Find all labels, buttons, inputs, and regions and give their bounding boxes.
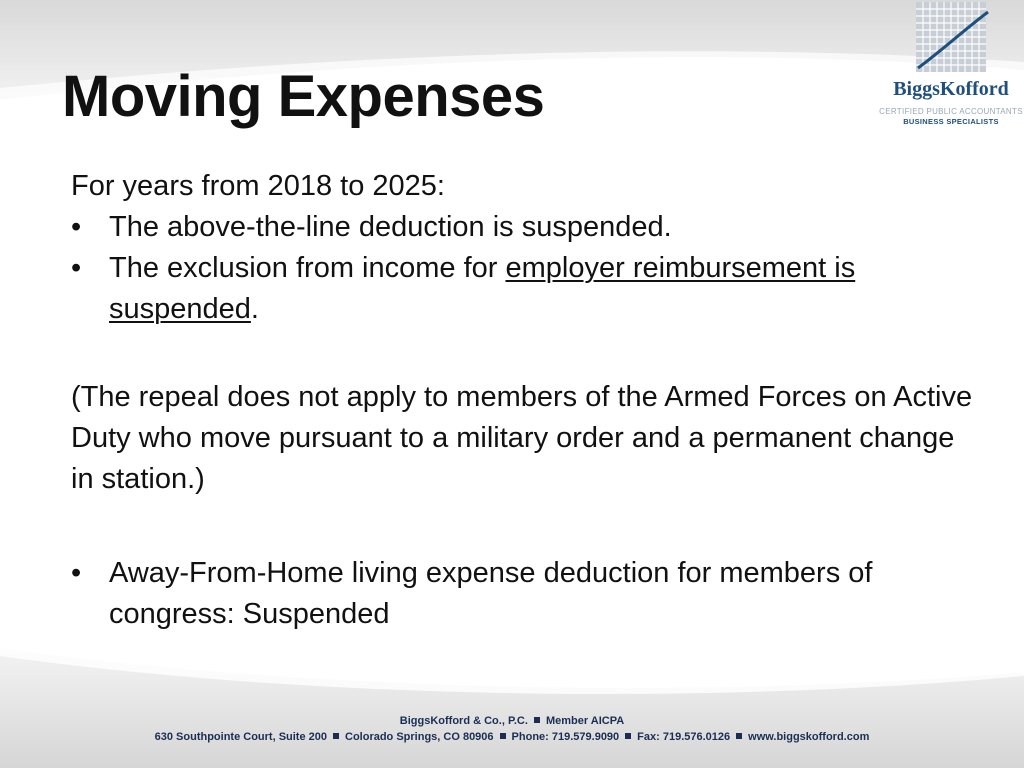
- footer: [0, 713, 1024, 745]
- bullet-marker: •: [71, 557, 82, 589]
- bullet-text-prefix: The exclusion from income for: [109, 252, 506, 284]
- bullet-text: Away-From-Home living expense deduction for members of congress: Suspended: [109, 557, 873, 630]
- city: Colorado Springs, CO 80906: [345, 731, 494, 743]
- fax: Fax: 719.576.0126: [637, 731, 731, 743]
- address: 630 Southpointe Court, Suite 200: [154, 731, 327, 743]
- footer-line-1: [0, 713, 1024, 729]
- bullet-text: [109, 248, 981, 330]
- bullet-text: The above-the-line deduction is suspended.: [109, 211, 672, 243]
- logo-tagline-1: CERTIFIED PUBLIC ACCOUNTANTS: [879, 107, 1023, 116]
- bullet-text-suffix: .: [250, 293, 259, 325]
- website-link[interactable]: www.biggskofford.com: [748, 731, 870, 743]
- armed-forces-note: (The repeal does not apply to members of the Armed Forces on Active Duty who move pursuant to a military order and a permanent change in station.): [71, 381, 973, 495]
- firm-name: BiggsKofford & Co., P.C.: [399, 715, 528, 727]
- phone: Phone: 719.579.9090: [511, 731, 620, 743]
- slide-title: Moving Expenses: [62, 64, 545, 129]
- logo-tagline-2: BUSINESS SPECIALISTS: [903, 117, 999, 126]
- logo-name: BiggsKofford: [893, 78, 1009, 100]
- footer-line-2: [0, 729, 1024, 745]
- bullet-item: [71, 207, 981, 248]
- intro-text: For years from 2018 to 2025:: [71, 170, 445, 202]
- membership: Member AICPA: [545, 715, 625, 727]
- company-logo: [878, 2, 1024, 128]
- slide-body: [71, 166, 981, 635]
- bullet-marker: •: [71, 211, 82, 243]
- bullet-item: [71, 248, 981, 330]
- logo-grid-icon: [878, 2, 1024, 78]
- underlined-phrase: employer reimbursement is suspended: [109, 252, 856, 325]
- bullet-item: [71, 553, 981, 635]
- bullet-marker: •: [71, 252, 82, 284]
